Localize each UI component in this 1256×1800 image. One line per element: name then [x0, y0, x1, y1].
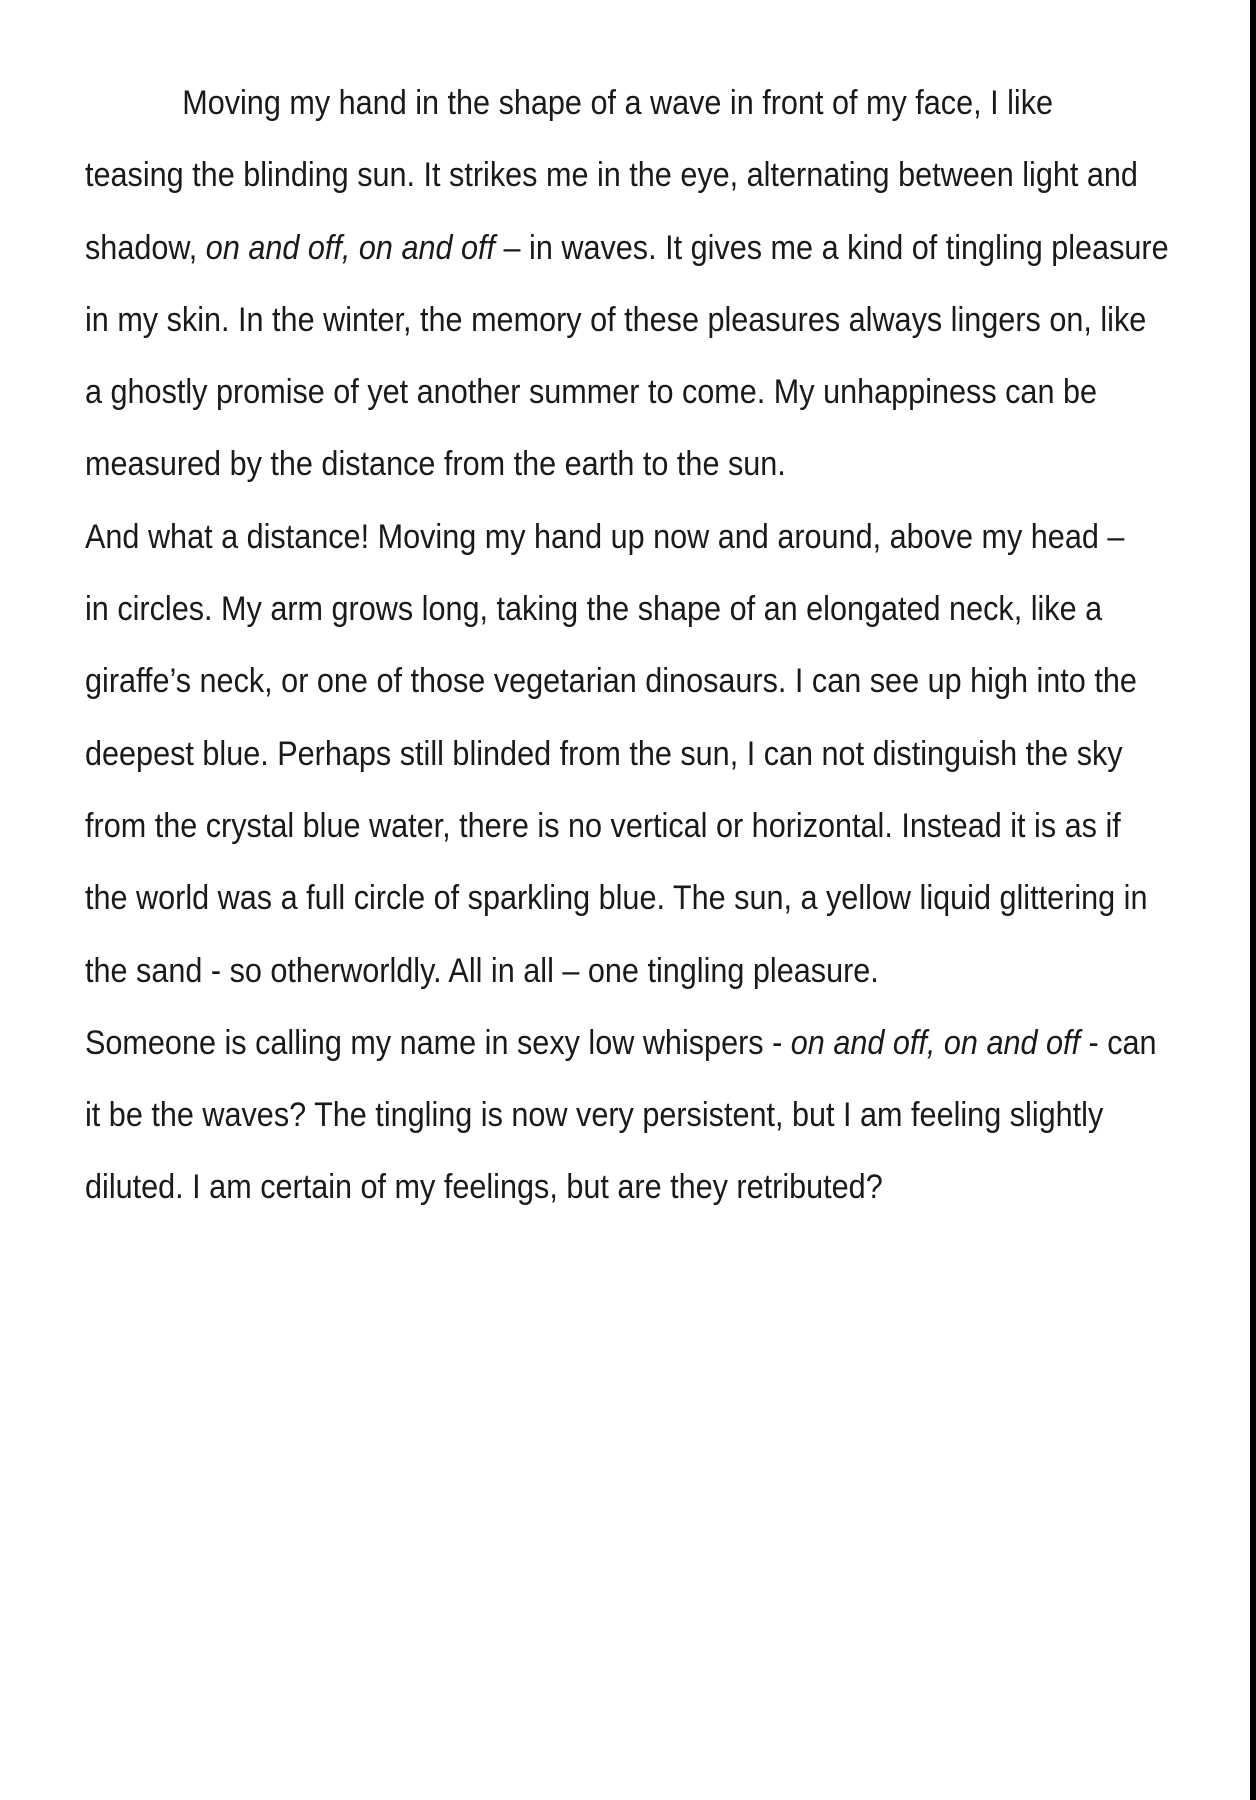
text-line: giraffe’s neck, or one of those vegetarian dinosaurs. I can see up high into the	[85, 662, 1137, 701]
text-line	[85, 212, 1169, 284]
text-line: deepest blue. Perhaps still blinded from the sun, I can not distinguish the sky	[85, 734, 1123, 773]
text-line: the world was a full circle of sparkling blue. The sun, a yellow liquid glittering in	[85, 879, 1148, 918]
document-body	[85, 67, 1169, 1224]
text-run: – in waves. It gives me a kind of tingling pleasure	[495, 228, 1169, 267]
page-edge-border	[1250, 0, 1256, 1800]
text-line: measured by the distance from the earth to the sun.	[85, 445, 786, 484]
italic-text-run: on and off, on and off	[205, 228, 496, 267]
text-run: shadow,	[85, 228, 206, 267]
text-line: diluted. I am certain of my feelings, but are they retributed?	[85, 1168, 883, 1207]
text-line: the sand - so otherworldly. All in all – one tingling pleasure.	[85, 951, 879, 990]
text-run: - can	[1080, 1023, 1157, 1062]
text-line	[85, 1007, 1157, 1079]
italic-text-run: on and off, on and off	[790, 1023, 1081, 1062]
text-line: teasing the blinding sun. It strikes me in the eye, alternating between light and	[85, 156, 1138, 195]
text-line: Moving my hand in the shape of a wave in front of my face, I like	[182, 84, 1054, 122]
text-line: it be the waves? The tingling is now very persistent, but I am feeling slightly	[85, 1096, 1104, 1135]
text-line: from the crystal blue water, there is no vertical or horizontal. Instead it is as if	[85, 806, 1121, 845]
text-run: Someone is calling my name in sexy low whispers -	[85, 1023, 791, 1062]
text-line: in circles. My arm grows long, taking the shape of an elongated neck, like a	[85, 590, 1103, 629]
text-line: in my skin. In the winter, the memory of these pleasures always lingers on, like	[85, 300, 1147, 339]
text-line: And what a distance! Moving my hand up now and around, above my head –	[85, 517, 1125, 556]
text-line: a ghostly promise of yet another summer to come. My unhappiness can be	[85, 373, 1098, 412]
